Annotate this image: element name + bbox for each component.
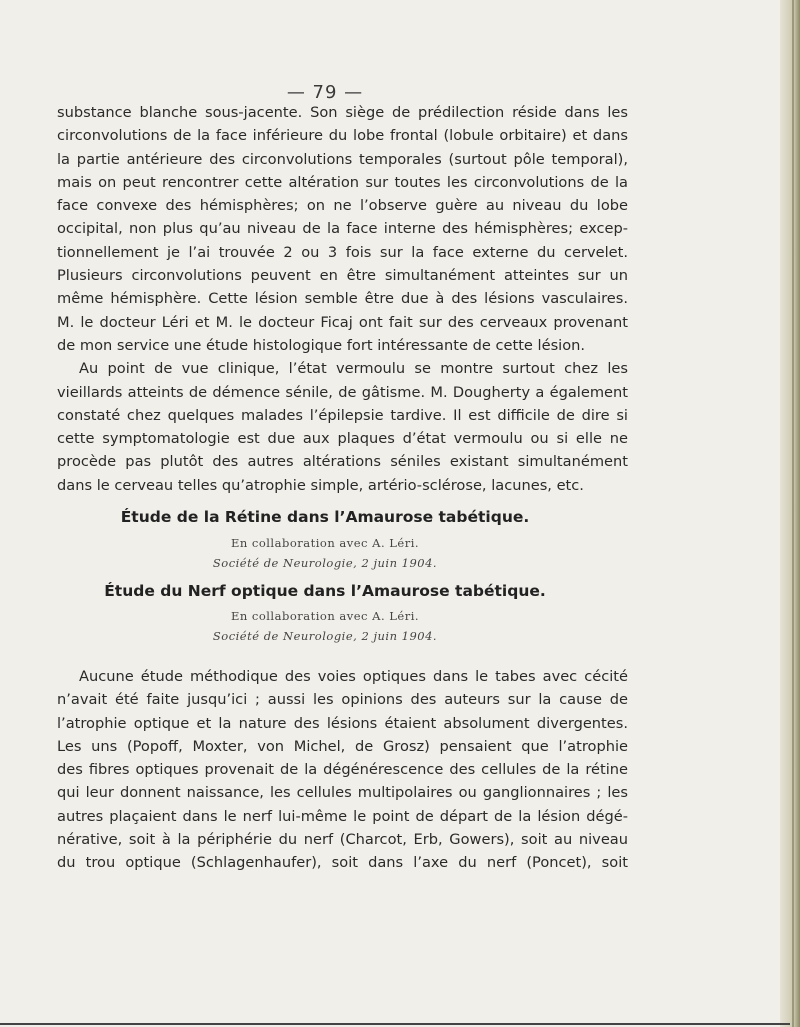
text-line: Aucune étude méthodique des voies optiques dans le tabes avec cécité	[79, 668, 628, 685]
page-binding-edge	[780, 0, 800, 1027]
body-text-top	[57, 101, 628, 497]
page-binding-stripe	[792, 0, 794, 1027]
text-line: autres plaçaient dans le nerf lui-même le point de départ de la lésion dégé-	[57, 807, 628, 825]
text-line: de mon service une étude histologique fort intéressante de cette lésion.	[57, 336, 586, 354]
section-title-nerf-optique: Étude du Nerf optique dans l’Amaurose tabétique.	[104, 582, 546, 600]
text-line: procède pas plutôt des autres altérations séniles existant simultanément	[57, 453, 628, 471]
text-line: nérative, soit à la périphérie du nerf (Charcot, Erb, Gowers), soit au niveau	[57, 831, 628, 849]
text-line: Les uns (Popoff, Moxter, von Michel, de Grosz) pensaient que l’atrophie	[57, 737, 628, 755]
page-bottom-edge	[0, 1023, 790, 1025]
text-line: dans le cerveau telles qu’atrophie simple, artério-sclérose, lacunes, etc.	[57, 476, 584, 494]
section-title-retine: Étude de la Rétine dans l’Amaurose tabétique.	[120, 508, 530, 526]
text-line: n’avait été faite jusqu’ici ; aussi les opinions des auteurs sur la cause de	[57, 691, 628, 709]
page-number: — 79 —	[286, 82, 364, 103]
text-line: circonvolutions de la face inférieure du lobe frontal (lobule orbitaire) et dans	[57, 127, 628, 145]
body-text-bottom	[57, 665, 628, 875]
text-line: mais on peut rencontrer cette altération sur toutes les circonvolutions de la	[57, 173, 628, 191]
collaboration-note: En collaboration avec A. Léri.	[230, 609, 420, 623]
text-line: des fibres optiques provenait de la dégénérescence des cellules de la rétine	[57, 761, 628, 779]
text-line: tionnellement je l’ai trouvée 2 ou 3 fois sur la face externe du cervelet.	[57, 243, 628, 261]
text-line: constaté chez quelques malades l’épilepsie tardive. Il est difficile de dire si	[57, 406, 628, 424]
text-line: Plusieurs circonvolutions peuvent en être simultanément atteintes sur un	[57, 267, 628, 285]
text-line: M. le docteur Léri et M. le docteur Ficaj ont fait sur des cerveaux provenant	[57, 313, 628, 331]
text-line: Au point de vue clinique, l’état vermoulu se montre surtout chez les	[79, 360, 628, 378]
text-line: la partie antérieure des circonvolutions temporales (surtout pôle temporal),	[57, 150, 628, 168]
text-line: substance blanche sous-jacente. Son siège de prédilection réside dans les	[57, 104, 628, 121]
text-line: occipital, non plus qu’au niveau de la face interne des hémisphères; excep-	[57, 220, 628, 238]
text-line: l’atrophie optique et la nature des lésions étaient absolument divergentes.	[57, 714, 628, 732]
collaboration-note: En collaboration avec A. Léri.	[230, 536, 420, 550]
text-line: cette symptomatologie est due aux plaques d’état vermoulu ou si elle ne	[57, 430, 628, 448]
reference-citation: Société de Neurologie, 2 juin 1904.	[212, 556, 438, 570]
reference-citation: Société de Neurologie, 2 juin 1904.	[212, 629, 438, 643]
text-line: qui leur donnent naissance, les cellules multipolaires ou ganglionnaires ; les	[57, 784, 628, 802]
text-line: du trou optique (Schlagenhaufer), soit dans l’axe du nerf (Poncet), soit	[57, 854, 628, 872]
text-line: même hémisphère. Cette lésion semble être due à des lésions vasculaires.	[57, 290, 628, 308]
text-line: face convexe des hémisphères; on ne l’observe guère au niveau du lobe	[57, 197, 628, 215]
text-line: vieillards atteints de démence sénile, de gâtisme. M. Dougherty a également	[57, 383, 628, 401]
